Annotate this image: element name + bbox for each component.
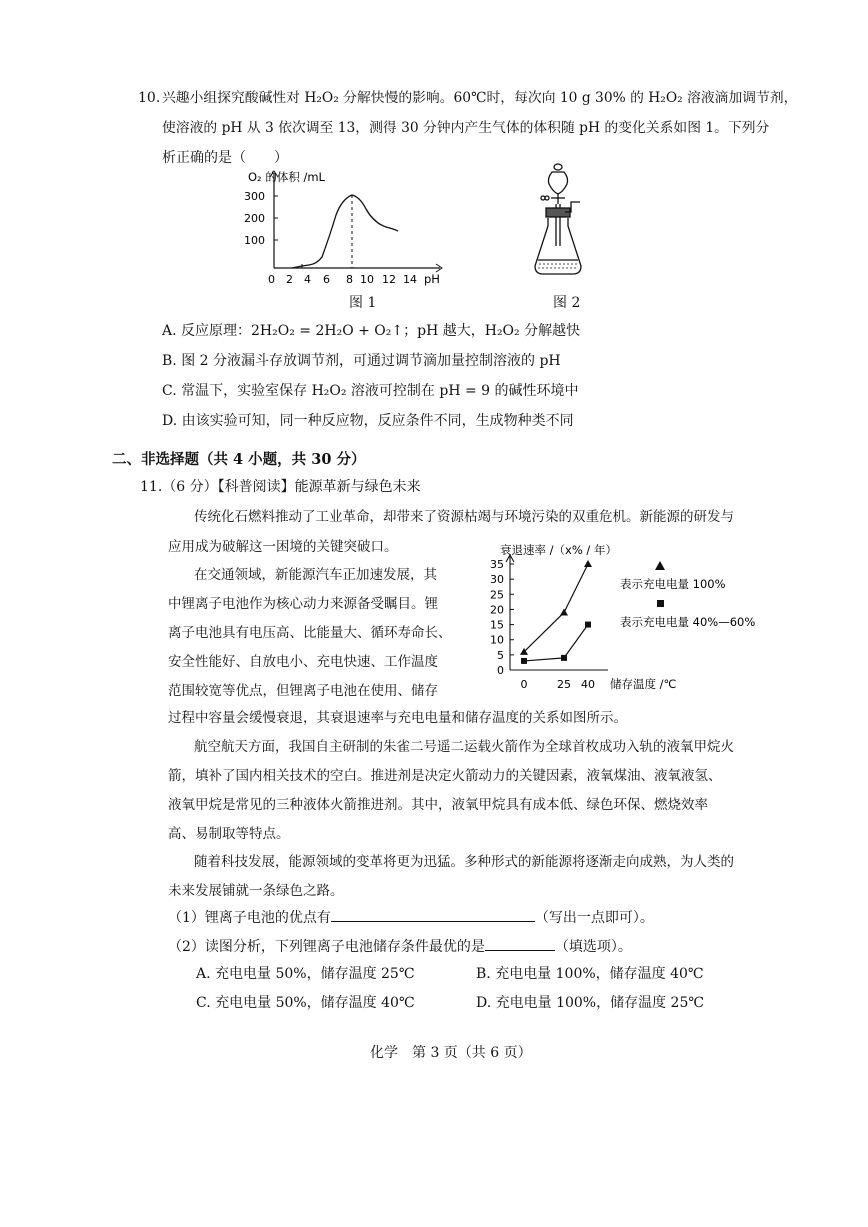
chart-xtick-label: 25	[557, 678, 571, 691]
fig1-xlabel: pH	[424, 272, 440, 286]
fig1-xtick-4: 4	[304, 273, 311, 286]
q11-p3-line4: 高、易制取等特点。	[168, 826, 290, 842]
battery-decay-chart	[468, 540, 756, 691]
q10-number: 10.	[138, 90, 161, 106]
fig1-ytick-200: 200	[244, 212, 265, 225]
q11-sub2-answer-blank[interactable]	[485, 936, 555, 951]
q11-sub2-option-a: A. 充电电量 50%，储存温度 25℃	[196, 966, 415, 982]
q11-p2-line4: 安全性能好、自放电小、充电快速、工作温度	[168, 654, 438, 670]
q11-p3-line3: 液氧甲烷是常见的三种液体火箭推进剂。其中，液氧甲烷具有成本低、绿色环保、燃烧效率	[168, 797, 708, 813]
fig1-xtick-0: 0	[268, 273, 275, 286]
fig1-ylabel: O₂ 的体积 /mL	[248, 170, 325, 184]
figure2-apparatus	[525, 160, 615, 290]
chart-ytick-label: 10	[490, 633, 504, 647]
q11-p3-line2: 箭，填补了国内相关技术的空白。推进剂是决定火箭动力的关键因素，液氧煤油、液氧液氢、	[168, 768, 722, 784]
q10-option-c: C. 常温下，实验室保存 H₂O₂ 溶液可控制在 pH = 9 的碱性环境中	[162, 383, 579, 399]
legend-series-2: 表示充电电量 40%—60%	[620, 615, 756, 629]
page-footer: 化学 第 3 页（共 6 页）	[370, 1045, 532, 1061]
q11-p2-line1: 在交通领域，新能源汽车正加速发展，其	[194, 567, 437, 583]
figure1-chart	[244, 165, 462, 295]
chart-ytick-label: 5	[497, 648, 504, 662]
q11-p2-last: 过程中容量会缓慢衰退，其衰退速率与充电电量和储存温度的关系如图所示。	[168, 710, 627, 726]
q11-p1-line1: 传统化石燃料推动了工业革命，却带来了资源枯竭与环境污染的双重危机。新能源的研发与	[194, 509, 734, 525]
q11-sub2-suffix: （填选项）。	[554, 939, 632, 955]
fig1-xtick-8: 8	[346, 273, 353, 286]
chart-legend	[620, 561, 755, 629]
q10-option-b: B. 图 2 分液漏斗存放调节剂，可通过调节滴加量控制溶液的 pH	[162, 353, 561, 369]
q11-sub1	[168, 907, 654, 927]
chart-ytick-label: 35	[490, 558, 504, 571]
fig1-xtick-2: 2	[286, 273, 293, 286]
chart-xtick-label: 40	[581, 678, 595, 691]
q11-header: 11.（6 分）【科普阅读】能源革新与绿色未来	[140, 479, 421, 495]
figure2-caption: 图 2	[553, 295, 581, 311]
q11-p2-line5: 范围较宽等优点，但锂离子电池在使用、储存	[168, 683, 438, 699]
fig1-ytick-300: 300	[244, 190, 265, 203]
chart-xtick-label: 0	[520, 678, 528, 691]
fig1-xtick-12: 12	[382, 273, 396, 286]
chart-point-square	[585, 622, 591, 628]
fig1-xtick-6: 6	[323, 273, 330, 286]
legend-square-icon	[657, 600, 664, 607]
q11-p2-line3: 离子电池具有电压高、比能量大、循环寿命长、	[168, 625, 452, 641]
q11-sub2-option-c: C. 充电电量 50%，储存温度 40℃	[196, 995, 415, 1011]
q11-sub2	[168, 936, 632, 956]
chart-ytick-label: 20	[490, 603, 504, 617]
legend-series-1: 表示充电电量 100%	[620, 577, 726, 591]
chart-ytick-label: 25	[490, 588, 504, 602]
chart-point-triangle	[560, 608, 568, 615]
chart-ytick-label: 30	[490, 573, 504, 587]
q11-sub2-option-b: B. 充电电量 100%，储存温度 40℃	[476, 966, 704, 982]
fig1-ytick-100: 100	[244, 234, 265, 247]
figure1-caption: 图 1	[349, 295, 377, 311]
q11-sub2-prefix: （2）读图分析，下列锂离子电池储存条件最优的是	[168, 939, 485, 955]
q11-p2-line2: 中锂离子电池作为核心动力来源备受瞩目。锂	[168, 596, 438, 612]
q11-sub2-option-d: D. 充电电量 100%，储存温度 25℃	[476, 995, 705, 1011]
q10-stem-line3: 析正确的是（ ）	[162, 150, 288, 166]
q11-sub1-answer-blank[interactable]	[331, 907, 535, 922]
chart-xlabel: 储存温度 /℃	[610, 677, 677, 691]
chart-point-triangle	[584, 560, 592, 567]
chart-ytick-label: 0	[497, 664, 504, 677]
fig1-xtick-14: 14	[403, 273, 417, 286]
q11-sub1-suffix: （写出一点即可）。	[534, 910, 654, 926]
q11-sub1-prefix: （1）锂离子电池的优点有	[168, 910, 331, 926]
q11-p3-line1: 航空航天方面，我国自主研制的朱雀二号遥二运载火箭作为全球首枚成功入轨的液氧甲烷火	[194, 739, 734, 755]
section2-title: 二、非选择题（共 4 小题，共 30 分）	[112, 451, 366, 468]
chart-point-square	[521, 658, 527, 664]
chart-ytick-label: 15	[490, 618, 504, 632]
chart-point-square	[561, 655, 567, 661]
q10-option-d: D. 由该实验可知，同一种反应物，反应条件不同，生成物种类不同	[162, 413, 574, 429]
q10-option-a: A. 反应原理：2H₂O₂ = 2H₂O + O₂↑；pH 越大，H₂O₂ 分解越快	[162, 323, 581, 339]
q10-stem-line2: 使溶液的 pH 从 3 依次调至 13，测得 30 分钟内产生气体的体积随 pH 的变化关系如图 1。下列分	[162, 120, 770, 136]
fig1-xtick-10: 10	[360, 273, 374, 286]
legend-triangle-icon	[655, 561, 665, 570]
q11-p4-line2: 未来发展铺就一条绿色之路。	[168, 883, 344, 899]
q11-p4-line1: 随着科技发展，能源领域的变革将更为迅猛。多种形式的新能源将逐渐走向成熟，为人类的	[194, 854, 734, 870]
q10-stem-line1: 兴趣小组探究酸碱性对 H₂O₂ 分解快慢的影响。60℃时，每次向 10 g 30% 的 H₂O₂ 溶液滴加调节剂，	[162, 90, 798, 106]
q11-p1-line2: 应用成为破解这一困境的关键突破口。	[168, 539, 398, 555]
chart-ylabel: 衰退速率 /（x% / 年）	[500, 543, 617, 557]
